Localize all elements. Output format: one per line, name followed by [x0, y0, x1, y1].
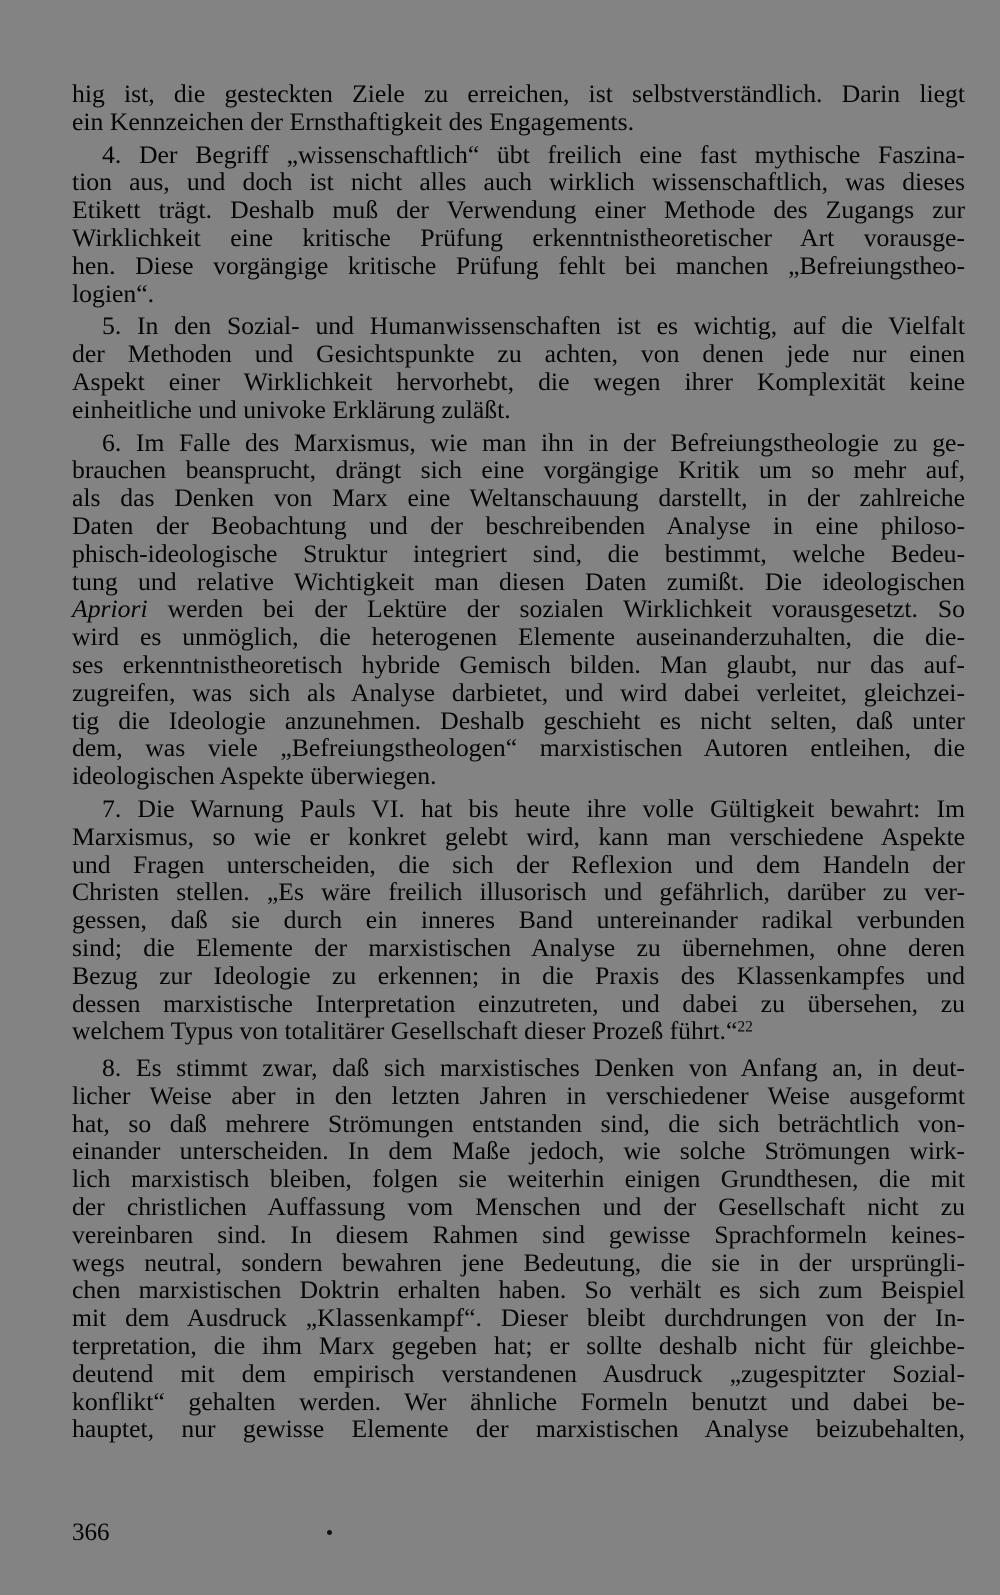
text-line: tig die Ideologie anzunehmen. Deshalb geschieht es nicht selten, daß unter [72, 705, 965, 735]
text-line: der Methoden und Gesichtspunkte zu achten, von denen jede nur einen [72, 339, 965, 369]
paragraph-5 [72, 312, 965, 423]
footnote-reference[interactable]: 22 [737, 1018, 753, 1036]
text-line: hen. Diese vorgängige kritische Prüfung fehlt bei manchen „Befreiungstheo- [72, 250, 965, 280]
text-line: dessen marxistische Interpretation einzutreten, und dabei zu übersehen, zu [72, 988, 965, 1018]
text-line-with-footnote [72, 1017, 965, 1045]
text-line: chen marxistischen Doktrin erhalten haben. So verhält es sich zum Beispiel [72, 1275, 965, 1305]
text-line: dem, was viele „Befreiungstheologen“ marxistischen Autoren entleihen, die [72, 733, 965, 763]
text-line-with-italic [72, 595, 965, 623]
page-number: 366 [72, 1519, 110, 1546]
text-line: Etikett trägt. Deshalb muß der Verwendung einer Methode des Zugangs zur [72, 195, 965, 225]
text-line: logien“. [72, 278, 155, 308]
text-line: 7. Die Warnung Pauls VI. hat bis heute ihre volle Gültigkeit bewahrt: Im [102, 793, 965, 823]
paragraph-4 [72, 141, 965, 308]
paragraph-8 [72, 1054, 965, 1443]
text-line: wegs neutral, sondern bewahren jene Bedeutung, die sie in der ursprüngli- [72, 1247, 965, 1277]
text-line: brauchen beansprucht, drängt sich eine vorgängige Kritik um so mehr auf, [72, 455, 965, 485]
text-line: und Fragen unterscheiden, die sich der Reflexion und dem Handeln der [72, 849, 965, 879]
text-line: als das Denken von Marx eine Weltanschauung darstellt, in der zahlreiche [72, 483, 965, 513]
text-line: einander unterscheiden. In dem Maße jedoch, wie solche Strömungen wirk- [72, 1136, 965, 1166]
text-line-rest: werden bei der Lektüre der sozialen Wirklichkeit vorausgesetzt. So [167, 594, 966, 624]
text-line: Daten der Beobachtung und der beschreibenden Analyse in eine philoso- [72, 510, 965, 540]
text-line: 4. Der Begriff „wissenschaftlich“ übt freilich eine fast mythische Faszina- [102, 139, 965, 169]
text-line-body: welchem Typus von totalitärer Gesellschaft dieser Prozeß führt.“ [72, 1016, 738, 1046]
text-line: hig ist, die gesteckten Ziele zu erreichen, ist selbstverständlich. Darin liegt [72, 79, 965, 108]
text-line: Christen stellen. „Es wäre freilich illusorisch und gefährlich, darüber zu ver- [72, 877, 965, 907]
text-line: ses erkenntnistheoretisch hybride Gemisch bilden. Man glaubt, nur das auf- [72, 649, 965, 679]
paragraph-6 [72, 429, 965, 790]
text-line: 5. In den Sozial- und Humanwissenschaften ist es wichtig, auf die Vielfalt [102, 311, 965, 341]
text-line: gessen, daß sie durch ein inneres Band untereinander radikal verbunden [72, 905, 965, 935]
text-line: phisch-ideologische Struktur integriert sind, die bestimmt, welche Bedeu- [72, 538, 965, 568]
text-line: Marxismus, so wie er konkret gelebt wird, kann man verschiedene Aspekte [72, 821, 965, 851]
text-line: vereinbaren sind. In diesem Rahmen sind gewisse Sprachformeln keines- [72, 1219, 965, 1249]
text-line: Bezug zur Ideologie zu erkennen; in die Praxis des Klassenkampfes und [72, 960, 965, 990]
text-line: lich marxistisch bleiben, folgen sie weiterhin einigen Grundthesen, die mit [72, 1164, 965, 1194]
text-line: der christlichen Auffassung vom Menschen und der Gesellschaft nicht zu [72, 1192, 965, 1222]
speck-mark [327, 1530, 332, 1535]
paragraph-continuation [72, 80, 965, 136]
text-line: tung und relative Wichtigkeit man diesen Daten zumißt. Die ideologischen [72, 566, 965, 596]
text-line: Wirklichkeit eine kritische Prüfung erkenntnistheoretischer Art vorausge- [72, 222, 965, 252]
text-line: hat, so daß mehrere Strömungen entstanden sind, die sich beträchtlich von- [72, 1108, 965, 1138]
text-line: tion aus, und doch ist nicht alles auch wirklich wissenschaftlich, was dieses [72, 167, 965, 197]
text-line: einheitliche und univoke Erklärung zuläßt. [72, 394, 511, 424]
text-line: deutend mit dem empirisch verstandenen Ausdruck „zugespitzter Sozial- [72, 1358, 965, 1388]
italic-term: Apriori [72, 594, 148, 624]
text-line: wird es unmöglich, die heterogenen Elemente auseinanderzuhalten, die die- [72, 622, 965, 652]
paragraph-7 [72, 795, 965, 1045]
text-line: mit dem Ausdruck „Klassenkampf“. Dieser bleibt durchdrungen von der In- [72, 1303, 965, 1333]
text-line: 8. Es stimmt zwar, daß sich marxistisches Denken von Anfang an, in deut- [102, 1053, 965, 1083]
text-line: hauptet, nur gewisse Elemente der marxistischen Analyse beizubehalten, [72, 1414, 965, 1444]
text-line: konflikt“ gehalten werden. Wer ähnliche Formeln benutzt und dabei be- [72, 1386, 965, 1416]
text-line: sind; die Elemente der marxistischen Analyse zu übernehmen, ohne deren [72, 932, 965, 962]
text-line: zugreifen, was sich als Analyse darbietet, und wird dabei verleitet, gleichzei- [72, 677, 965, 707]
page-body [72, 80, 965, 1443]
text-line: terpretation, die ihm Marx gegeben hat; er sollte deshalb nicht für gleichbe- [72, 1331, 965, 1361]
text-line: ideologischen Aspekte überwiegen. [72, 761, 437, 791]
text-line: 6. Im Falle des Marxismus, wie man ihn in der Befreiungstheologie zu ge- [102, 427, 965, 457]
text-line: ein Kennzeichen der Ernsthaftigkeit des Engagements. [72, 106, 635, 136]
text-line: Aspekt einer Wirklichkeit hervorhebt, die wegen ihrer Komplexität keine [72, 366, 965, 396]
text-line: licher Weise aber in den letzten Jahren in verschiedener Weise ausgeformt [72, 1080, 965, 1110]
